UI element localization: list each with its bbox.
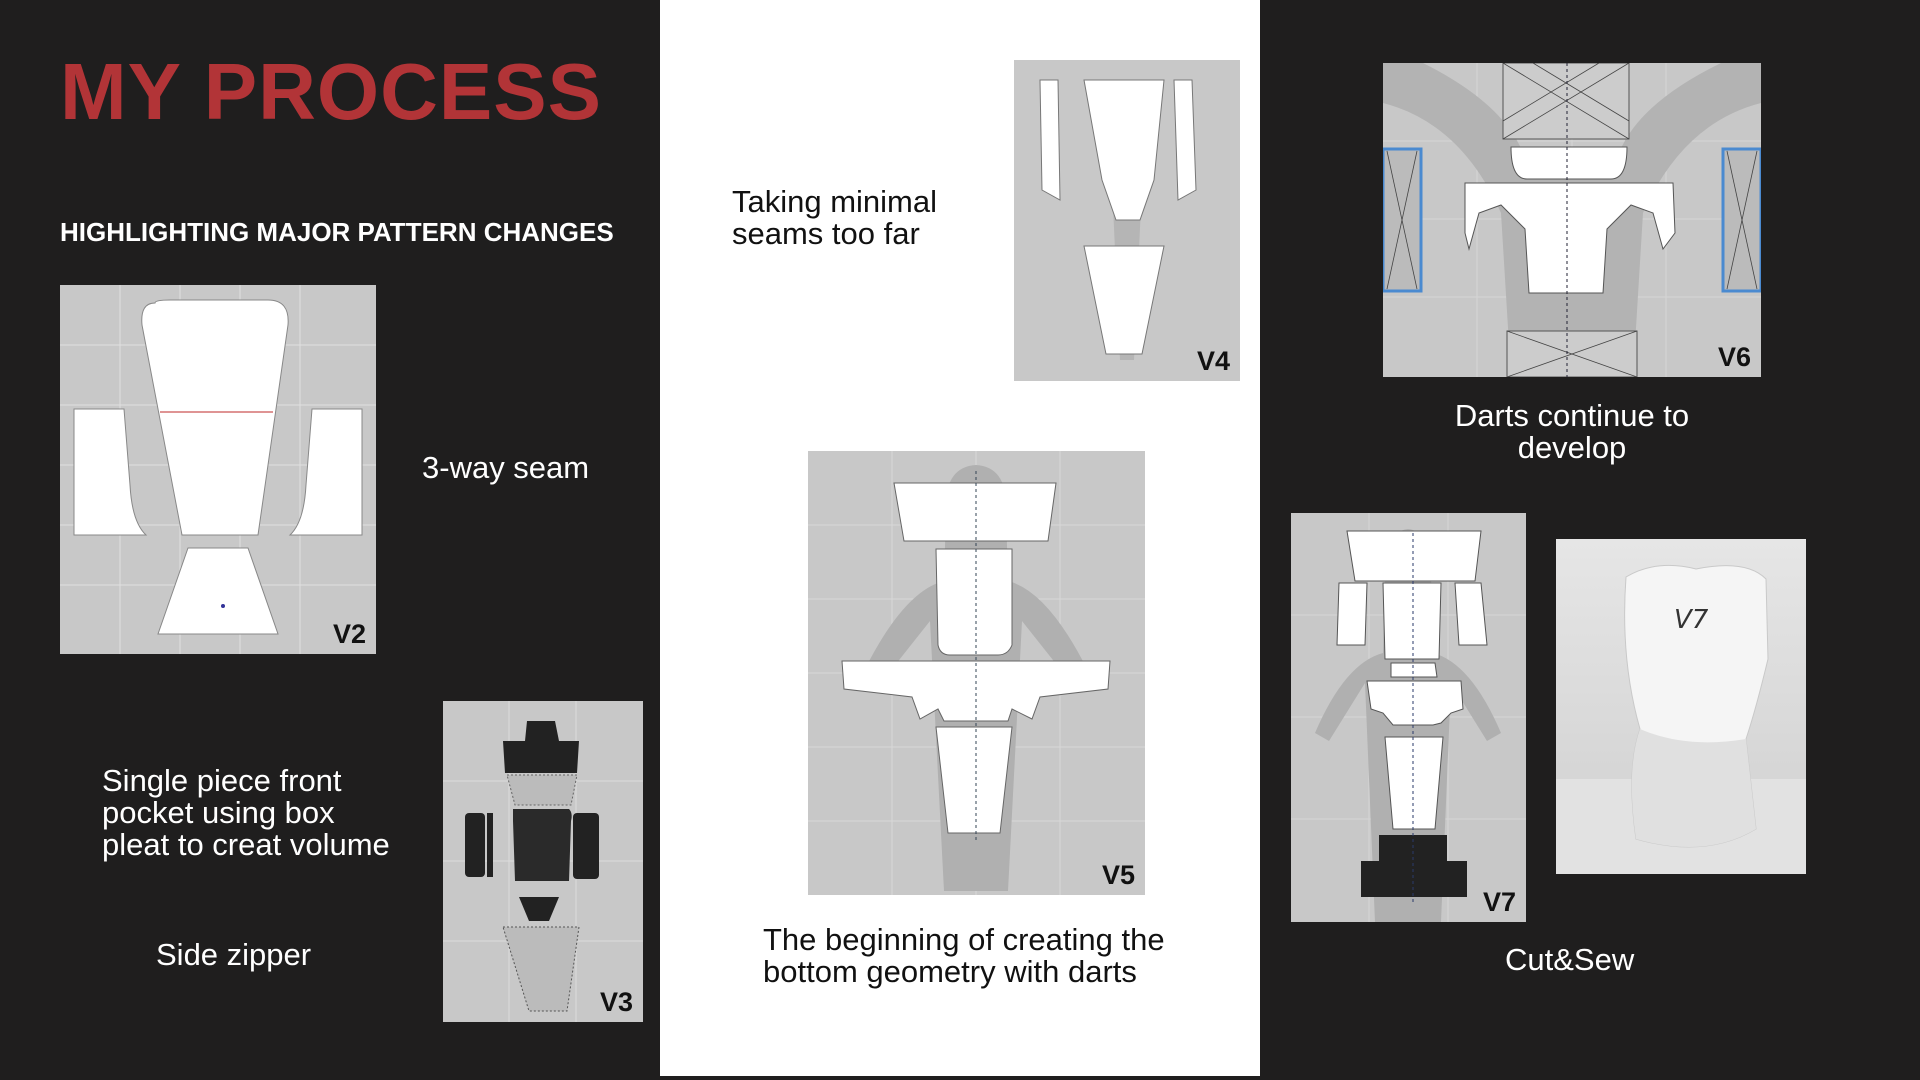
v7-prototype-photo (1556, 539, 1806, 874)
caption-v4-line2: seams too far (732, 216, 920, 251)
caption-v3-line3: pleat to creat volume (102, 827, 390, 862)
pattern-v4-image (1014, 60, 1240, 381)
v7-photo-marking: V7 (1674, 605, 1709, 635)
caption-v2: 3-way seam (422, 450, 590, 485)
pattern-v3-image (443, 701, 643, 1022)
caption-v3-line1: Single piece front (102, 763, 342, 798)
caption-v6-line2: develop (1517, 430, 1627, 465)
caption-v7: Cut&Sew (1505, 942, 1635, 977)
caption-v5 (763, 924, 1165, 988)
caption-v5-line2: bottom geometry with darts (763, 954, 1137, 989)
caption-v4 (732, 186, 937, 250)
caption-v3 (102, 765, 390, 861)
version-label-v3: V3 (599, 987, 633, 1017)
caption-side-zipper: Side zipper (156, 937, 312, 972)
caption-v3-line2: pocket using box (102, 795, 335, 830)
pattern-v7-image (1291, 513, 1526, 922)
version-label-v5: V5 (1101, 860, 1135, 890)
version-label-v2: V2 (332, 619, 366, 649)
caption-v6-line1: Darts continue to (1454, 398, 1690, 433)
caption-v4-line1: Taking minimal (732, 184, 938, 219)
version-label-v4: V4 (1196, 346, 1230, 376)
caption-v5-line1: The beginning of creating the (763, 922, 1165, 957)
pattern-v2-image (60, 285, 376, 654)
version-label-v7: V7 (1482, 887, 1516, 917)
pattern-v6-image (1383, 63, 1761, 377)
version-label-v6: V6 (1717, 342, 1751, 372)
pattern-v5-image (808, 451, 1145, 895)
slide-title: MY PROCESS (60, 47, 602, 136)
slide-subtitle: HIGHLIGHTING MAJOR PATTERN CHANGES (60, 217, 614, 247)
caption-v6 (1422, 400, 1722, 464)
